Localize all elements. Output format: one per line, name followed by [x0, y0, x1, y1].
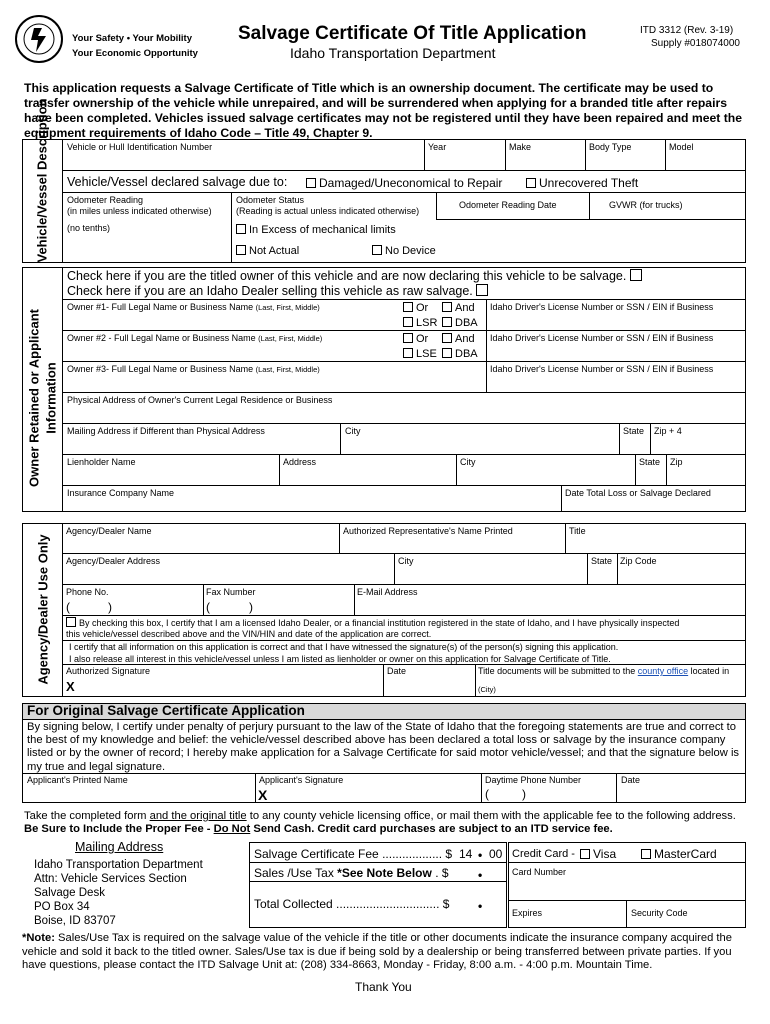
mastercard-checkbox[interactable]	[641, 849, 651, 859]
owner2-and-checkbox[interactable]	[442, 333, 452, 343]
salvage-fee-label: Salvage Certificate Fee .................. $	[254, 847, 453, 861]
body-type-label: Body Type	[589, 142, 632, 152]
supply-number: Supply #018074000	[651, 38, 740, 49]
owner1-license-input[interactable]	[487, 314, 745, 330]
lien-state-label: State	[639, 457, 661, 467]
owner1-license-label: Idaho Driver's License Number or SSN / EIN if Business	[490, 302, 714, 312]
odometer-reading-note: (in miles unless indicated otherwise)	[67, 206, 212, 216]
not-actual-checkbox[interactable]	[236, 245, 246, 255]
agency-fax-input[interactable]	[204, 599, 353, 614]
excess-checkbox[interactable]	[236, 224, 246, 234]
lien-state-input[interactable]	[636, 469, 665, 484]
odometer-reading-label: Odometer Reading	[67, 195, 144, 205]
mailing-line-3: Salvage Desk	[34, 887, 105, 899]
agency-phone-label: Phone No.	[66, 587, 109, 597]
owner1-and-checkbox[interactable]	[442, 302, 452, 312]
owner2-or-label: Or	[416, 333, 429, 345]
owner2-license-label: Idaho Driver's License Number or SSN / EIN if Business	[490, 333, 714, 343]
no-tenths-note: (no tenths)	[67, 223, 111, 233]
card-number-input[interactable]	[509, 879, 745, 899]
unrecovered-label: Unrecovered Theft	[539, 176, 639, 190]
year-label: Year	[428, 142, 447, 152]
salvage-fee-dot: •	[478, 848, 483, 862]
insurance-label: Insurance Company Name	[67, 488, 175, 498]
total-loss-date-label: Date Total Loss or Salvage Declared	[565, 488, 711, 498]
not-actual-label: Not Actual	[249, 245, 300, 257]
slogan-bullet: •	[126, 33, 131, 44]
lien-address-input[interactable]	[280, 469, 455, 484]
note-text: Sales/Use Tax is required on the salvage value of the vehicle if the title or other documents indicate the insurance company acquired the vehicle and sold it back to the titled owner. Sales/Use tax is due if being sold by a dealership or being transferred between private parties. If you have questions, please contact the ITD Salvage Unit at: (208) 334-8663, Monday - Friday, 8:00 a.m. - 4:00 p.m. Mountain Time.	[22, 932, 732, 971]
daytime-paren-close: )	[522, 787, 526, 801]
agency-zip-label: Zip Code	[620, 556, 657, 566]
mailing-line-2: Attn: Vehicle Services Section	[34, 873, 187, 885]
fax-paren-close: )	[249, 600, 253, 614]
original-heading: For Original Salvage Certificate Application	[27, 703, 305, 718]
submitted-to-label: Title documents will be submitted to the	[478, 666, 636, 676]
owner1-label	[67, 302, 320, 312]
thank-you: Thank You	[355, 980, 412, 994]
release-interest-text: I also release all interest in this vehicle/vessel unless I am listed as lienholder or owner on this application for Salvage Certificate of Title.	[69, 654, 611, 664]
model-input[interactable]	[666, 154, 745, 169]
mailing-address-label: Mailing Address if Different than Physical Address	[67, 426, 265, 436]
rep-name-input[interactable]	[340, 538, 564, 552]
slogan-safety: Your Safety	[72, 33, 125, 44]
security-code-label: Security Code	[631, 908, 688, 918]
owner1-or-checkbox[interactable]	[403, 302, 413, 312]
printed-name-input[interactable]	[23, 787, 254, 802]
agency-date-input[interactable]	[384, 678, 474, 696]
unrecovered-checkbox[interactable]	[526, 178, 536, 188]
intro-text: This application requests a Salvage Certificate of Title which is an ownership document. The certificate may be used to transfer ownership of the vehicle while unrepaired, and will be surrendered when applying for a branded title after repairs have been completed. Vehicles issued salvage certificates may not be registered until they have been repaired and meet the equipment requirements of Idaho Code – Title 49, Chapter 9.	[24, 81, 742, 140]
owner3-format: (Last, First, Middle)	[255, 365, 320, 374]
rep-name-label: Authorized Representative's Name Printed	[343, 526, 513, 536]
mailing-line-5: Boise, ID 83707	[34, 915, 116, 927]
vin-label: Vehicle or Hull Identification Number	[67, 142, 213, 152]
owner2-dba-label: DBA	[455, 348, 478, 360]
owner1-lsr-option[interactable]	[403, 317, 437, 329]
owner1-text: Owner #1- Full Legal Name or Business Name	[67, 302, 254, 312]
mailing-heading: Mailing Address	[75, 840, 164, 854]
excess-option[interactable]	[236, 224, 396, 236]
dealer-certify-text-2: this vehicle/vessel described above and the VIN/HIN and date of the application are correct.	[66, 629, 432, 639]
daytime-paren-open: (	[485, 787, 489, 801]
dealer-raw-checkbox[interactable]	[476, 284, 488, 296]
fax-paren-open: (	[206, 600, 210, 614]
visa-checkbox[interactable]	[580, 849, 590, 859]
total-dot: •	[478, 899, 483, 913]
security-code-input[interactable]	[627, 901, 745, 927]
sales-tax-label	[254, 866, 449, 880]
agency-phone-input[interactable]	[63, 599, 202, 614]
lien-zip-input[interactable]	[667, 469, 745, 484]
salvage-fee-cents: 00	[489, 847, 503, 861]
sales-tax-input[interactable]	[452, 863, 506, 880]
lien-zip-label: Zip	[670, 457, 683, 467]
make-label: Make	[509, 142, 532, 152]
owner1-or-label: Or	[416, 302, 429, 314]
no-device-checkbox[interactable]	[372, 245, 382, 255]
sales-tax-note: *See Note Below	[337, 866, 432, 880]
total-collected-label: Total Collected ............................... $	[254, 897, 450, 911]
insurance-input[interactable]	[63, 499, 560, 511]
located-in-label: located in	[690, 666, 730, 676]
owner2-or-checkbox[interactable]	[403, 333, 413, 343]
sales-tax-dots: . $	[431, 866, 449, 880]
take-text-2: to any county vehicle licensing office, or mail them with the applicable fee to the following address.	[246, 810, 736, 822]
unrecovered-option[interactable]	[526, 176, 638, 190]
owner2-license-input[interactable]	[487, 345, 745, 361]
owner1-input[interactable]	[63, 314, 399, 330]
lienholder-input[interactable]	[63, 469, 278, 484]
fee-text-underlined: Do Not	[213, 823, 251, 835]
owner2-text: Owner #2 - Full Legal Name or Business Name	[67, 333, 256, 343]
idaho-logo-icon	[14, 14, 64, 64]
slogan-economic: Your Economic Opportunity	[72, 48, 198, 59]
titled-owner-option[interactable]	[67, 269, 645, 283]
declared-due-to-label: Vehicle/Vessel declared salvage due to:	[67, 175, 288, 189]
owner3-text: Owner #3- Full Legal Name or Business Name	[67, 364, 254, 374]
owner-section-label	[26, 276, 60, 521]
visa-label: Visa	[593, 847, 617, 861]
mailing-address-block	[34, 858, 203, 928]
credit-card-label: Credit Card -	[512, 848, 575, 860]
owner2-input[interactable]	[63, 345, 399, 361]
owner1-format: (Last, First, Middle)	[255, 303, 320, 312]
applicant-date-input[interactable]	[617, 787, 745, 802]
fee-text-2: Send Cash. Credit card purchases are subject to an ITD service fee.	[250, 823, 613, 835]
no-device-option[interactable]	[372, 245, 436, 257]
submitted-to-text	[478, 666, 729, 676]
printed-name-label: Applicant's Printed Name	[27, 775, 128, 785]
take-completed-form	[24, 810, 736, 822]
owner2-format: (Last, First, Middle)	[258, 334, 323, 343]
mastercard-option[interactable]	[641, 847, 717, 861]
agency-state-input[interactable]	[588, 568, 616, 583]
auth-signature-x: X	[66, 679, 75, 694]
total-collected-input[interactable]	[452, 882, 506, 927]
vehicle-section-label: Vehicle/Vessel Description	[34, 98, 50, 263]
not-actual-option[interactable]	[236, 245, 299, 257]
physical-address-label: Physical Address of Owner's Current Legal Residence or Business	[67, 395, 333, 405]
card-number-label: Card Number	[512, 867, 567, 877]
owner-section-label-1: Owner Retained or Applicant	[26, 309, 42, 487]
owner-section-label-2: Information	[43, 362, 59, 434]
damaged-checkbox[interactable]	[306, 178, 316, 188]
agency-email-input[interactable]	[355, 599, 745, 614]
dealer-raw-option[interactable]	[67, 284, 491, 298]
titled-owner-label: Check here if you are the titled owner of this vehicle and are now declaring this vehicle to be salvage.	[67, 269, 627, 283]
visa-option[interactable]	[580, 847, 616, 861]
city-paren-label: (City)	[478, 685, 496, 694]
owner1-dba-checkbox[interactable]	[442, 317, 452, 327]
daytime-phone-label: Daytime Phone Number	[485, 775, 582, 785]
form-title: Salvage Certificate Of Title Application	[238, 23, 587, 44]
agency-section-label: Agency/Dealer Use Only	[35, 534, 51, 685]
owner1-and-label: And	[455, 302, 475, 314]
lien-city-input[interactable]	[457, 469, 634, 484]
mailing-line-4: PO Box 34	[34, 901, 90, 913]
make-input[interactable]	[506, 154, 584, 169]
agency-address-label: Agency/Dealer Address	[66, 556, 161, 566]
mailing-address-input[interactable]	[63, 438, 339, 453]
mailing-zip-label: Zip + 4	[654, 426, 682, 436]
gvwr-label: GVWR (for trucks)	[609, 200, 683, 210]
slogan	[72, 31, 198, 61]
agency-zip-input[interactable]	[618, 568, 745, 583]
lienholder-label: Lienholder Name	[67, 457, 136, 467]
applicant-signature-label: Applicant's Signature	[259, 775, 344, 785]
agency-city-input[interactable]	[395, 568, 586, 583]
mailing-zip-input[interactable]	[651, 438, 745, 453]
applicant-date-label: Date	[621, 775, 641, 785]
dealer-certify-option[interactable]	[66, 617, 679, 628]
take-text-underlined: and the original title	[149, 810, 247, 822]
note-label: *Note:	[22, 932, 55, 944]
owner3-label	[67, 364, 320, 374]
phone-paren-open: (	[66, 600, 70, 614]
mailing-state-input[interactable]	[620, 438, 649, 453]
take-text-1: Take the completed form	[24, 810, 150, 822]
owner1-dba-label: DBA	[455, 317, 478, 329]
agency-name-input[interactable]	[63, 538, 338, 552]
sales-tax-note	[22, 932, 746, 973]
agency-email-label: E-Mail Address	[357, 587, 418, 597]
excess-label: In Excess of mechanical limits	[249, 224, 396, 236]
county-city-input[interactable]	[476, 678, 745, 696]
owner2-dba-option[interactable]	[442, 348, 478, 360]
owner1-lsr-label: LSR	[416, 317, 438, 329]
mailing-city-label: City	[345, 426, 361, 436]
agency-date-label: Date	[387, 666, 407, 676]
mailing-line-1: Idaho Transportation Department	[34, 859, 203, 871]
owner2-lse-label: LSE	[416, 348, 437, 360]
odometer-date-input[interactable]	[437, 220, 588, 262]
certify-signatures-text: I certify that all information on this application is correct and that I have witnessed the signature(s) of the person(s) signing this application.	[69, 642, 619, 652]
owner1-or-option[interactable]	[403, 302, 428, 314]
no-device-label: No Device	[385, 245, 436, 257]
expires-input[interactable]	[509, 901, 625, 927]
dealer-raw-label: Check here if you are an Idaho Dealer selling this vehicle as raw salvage.	[67, 284, 473, 298]
applicant-signature-x: X	[258, 787, 268, 803]
odometer-date-label: Odometer Reading Date	[459, 200, 557, 210]
form-subtitle: Idaho Transportation Department	[290, 45, 496, 61]
titled-owner-checkbox[interactable]	[630, 269, 642, 281]
phone-paren-close: )	[108, 600, 112, 614]
owner2-and-label: And	[455, 333, 475, 345]
owner2-and-option[interactable]	[442, 333, 475, 345]
slogan-mobility: Your Mobility	[132, 33, 192, 44]
owner2-lse-checkbox[interactable]	[403, 348, 413, 358]
mastercard-label: MasterCard	[654, 847, 717, 861]
sales-tax-dot: •	[478, 868, 483, 882]
year-input[interactable]	[425, 154, 504, 169]
body-type-input[interactable]	[586, 154, 664, 169]
owner1-dba-option[interactable]	[442, 317, 478, 329]
form-id: ITD 3312 (Rev. 3-19)	[640, 25, 734, 36]
agency-fax-label: Fax Number	[206, 587, 256, 597]
auth-signature-label: Authorized Signature	[66, 666, 151, 676]
model-label: Model	[669, 142, 694, 152]
dealer-certify-text: By checking this box, I certify that I am a licensed Idaho Dealer, or a financial institution registered in the state of Idaho, and I have physically inspected	[79, 618, 680, 628]
sales-tax-text: Sales /Use Tax	[254, 866, 338, 880]
owner3-license-label: Idaho Driver's License Number or SSN / EIN if Business	[490, 364, 714, 374]
lien-city-label: City	[460, 457, 476, 467]
salvage-fee-dollars: 14	[459, 847, 473, 861]
owner3-input[interactable]	[63, 376, 485, 391]
applicant-signature-input[interactable]	[272, 787, 480, 802]
owner3-license-input[interactable]	[487, 376, 745, 391]
daytime-phone-input[interactable]	[482, 787, 615, 802]
auth-signature-input[interactable]	[80, 678, 382, 696]
damaged-label: Damaged/Uneconomical to Repair	[319, 176, 503, 190]
physical-address-input[interactable]	[63, 407, 745, 422]
owner1-and-option[interactable]	[442, 302, 475, 314]
vin-input[interactable]	[63, 154, 423, 169]
fee-text-1: Be Sure to Include the Proper Fee -	[24, 823, 214, 835]
rep-title-label: Title	[569, 526, 586, 536]
proper-fee	[24, 823, 613, 835]
expires-label: Expires	[512, 908, 543, 918]
odometer-reading-input[interactable]	[63, 234, 230, 262]
odometer-status-note: (Reading is actual unless indicated otherwise)	[236, 206, 420, 216]
owner1-lsr-checkbox[interactable]	[403, 317, 413, 327]
agency-city-label: City	[398, 556, 414, 566]
rep-title-input[interactable]	[566, 538, 745, 552]
owner2-dba-checkbox[interactable]	[442, 348, 452, 358]
damaged-option[interactable]	[306, 176, 502, 190]
owner2-lse-option[interactable]	[403, 348, 437, 360]
gvwr-input[interactable]	[590, 220, 745, 262]
county-office-link[interactable]: county office	[637, 666, 689, 676]
perjury-statement: By signing below, I certify under penalty of perjury pursuant to the law of the State of Idaho that the foregoing statements are true and correct to the best of my knowledge and belief: the vehicle/vessel described above has been declared a total loss or salvage by the insurance company listed or by the owner of record; I hereby make application for a Salvage Certificate for said motor vehicle/vessel; and that the signature below is my true and legal signature.	[27, 721, 740, 773]
agency-state-label: State	[591, 556, 613, 566]
agency-address-input[interactable]	[63, 568, 393, 583]
owner2-label	[67, 333, 322, 343]
total-loss-date-input[interactable]	[562, 499, 745, 511]
agency-name-label: Agency/Dealer Name	[66, 526, 152, 536]
lien-address-label: Address	[283, 457, 317, 467]
mailing-state-label: State	[623, 426, 645, 436]
mailing-city-input[interactable]	[341, 438, 618, 453]
owner2-or-option[interactable]	[403, 333, 428, 345]
dealer-certify-checkbox[interactable]	[66, 617, 76, 627]
itd-logo	[14, 14, 64, 64]
odometer-status-label: Odometer Status	[236, 195, 305, 205]
